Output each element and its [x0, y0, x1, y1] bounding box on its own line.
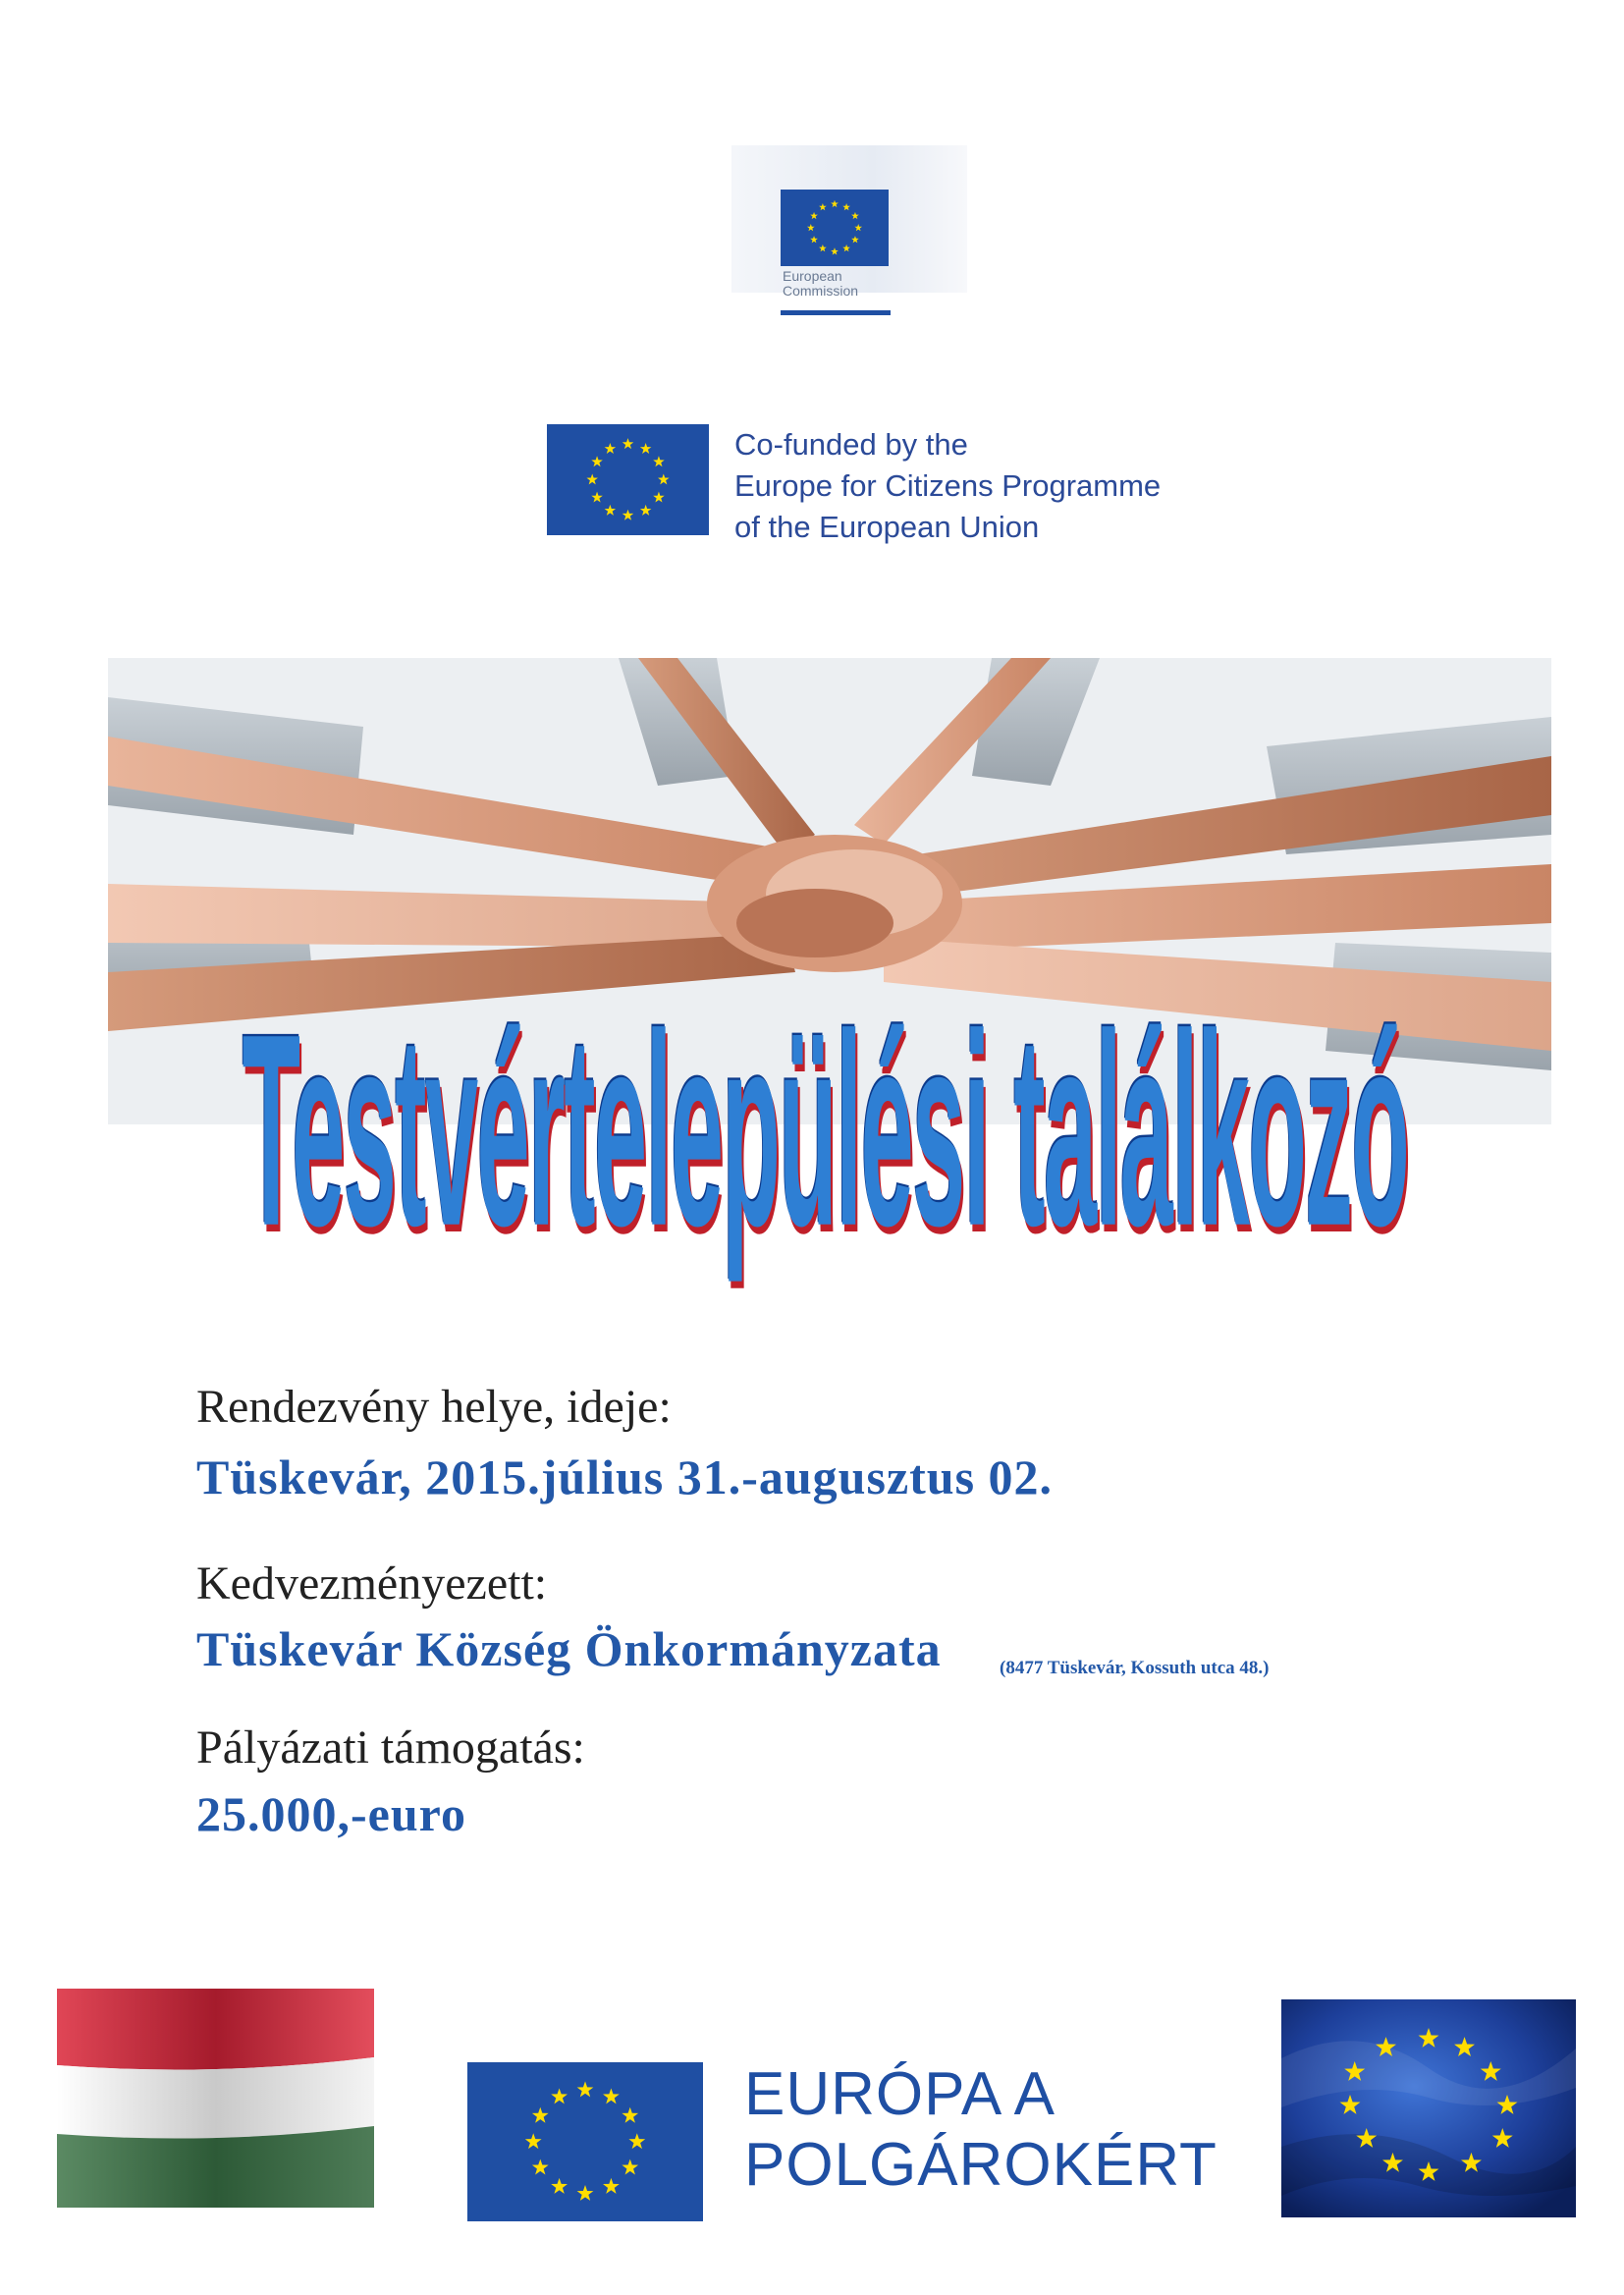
eu-star [551, 2088, 568, 2104]
eu-star [591, 456, 603, 466]
bottom-eu-flag-icon [467, 2062, 703, 2221]
eu-star [591, 492, 603, 503]
eu-star [586, 473, 598, 484]
eu-star [810, 236, 818, 243]
cofund-text [734, 424, 1245, 548]
beneficiary-value: Tüskevár Község Önkormányzata [196, 1621, 942, 1676]
eu-star [532, 2107, 549, 2123]
eu-star [623, 438, 634, 449]
eu-star [653, 456, 665, 466]
eu-star [831, 200, 839, 207]
grant-label: Pályázati támogatás: [196, 1721, 585, 1774]
cofund-line2: Europe for Citizens Programme [734, 468, 1162, 503]
eu-star [577, 2185, 594, 2201]
programme-line2: POLGÁROKÉRT [744, 2131, 1218, 2199]
grant-value: 25.000,-euro [196, 1786, 466, 1841]
eu-star [551, 2178, 568, 2194]
beneficiary-label: Kedvezményezett: [196, 1557, 548, 1610]
eu-flag-icon [781, 190, 889, 266]
eu-star [851, 236, 859, 243]
eu-star [854, 224, 862, 231]
cofund-line1: Co-funded by the [734, 427, 968, 462]
eu-star [851, 212, 859, 219]
eu-star [525, 2133, 542, 2149]
programme-name [744, 2059, 1218, 2201]
beneficiary-address: (8477 Tüskevár, Kossuth utca 48.) [1000, 1658, 1270, 1678]
eu-star [819, 203, 827, 210]
eu-star [640, 505, 652, 516]
ec-line1: European [783, 268, 842, 284]
ec-underline [781, 310, 891, 315]
eu-star [842, 245, 850, 251]
eu-star [605, 443, 617, 454]
eu-star [622, 2107, 638, 2123]
venue-value: Tüskevár, 2015.július 31.-augusztus 02. [196, 1449, 1054, 1504]
eu-star [810, 212, 818, 219]
eu-star [603, 2178, 620, 2194]
eu-star [577, 2081, 594, 2097]
eu-star [842, 203, 850, 210]
eu-star [605, 505, 617, 516]
programme-line1: EURÓPA A [744, 2060, 1056, 2128]
ec-line2: Commission [783, 283, 859, 299]
ec-logo-text [783, 269, 900, 299]
eu-star [831, 247, 839, 254]
eu-star [640, 443, 652, 454]
eu-star [622, 2159, 638, 2175]
eu-star [628, 2133, 645, 2149]
cofund-eu-flag-icon [547, 424, 709, 535]
eu-star [653, 492, 665, 503]
eu-star [603, 2088, 620, 2104]
main-title: Testvértelepülési találkozó [242, 978, 1409, 1284]
waving-eu-flag-icon [1281, 1999, 1576, 2217]
eu-star [807, 224, 815, 231]
eu-star [623, 510, 634, 520]
hungarian-flag-icon [57, 1989, 374, 2208]
european-commission-logo [731, 145, 967, 322]
venue-label: Rendezvény helye, ideje: [196, 1381, 672, 1433]
eu-star [819, 245, 827, 251]
eu-star [658, 473, 670, 484]
eu-star [532, 2159, 549, 2175]
cofund-line3: of the European Union [734, 510, 1040, 544]
